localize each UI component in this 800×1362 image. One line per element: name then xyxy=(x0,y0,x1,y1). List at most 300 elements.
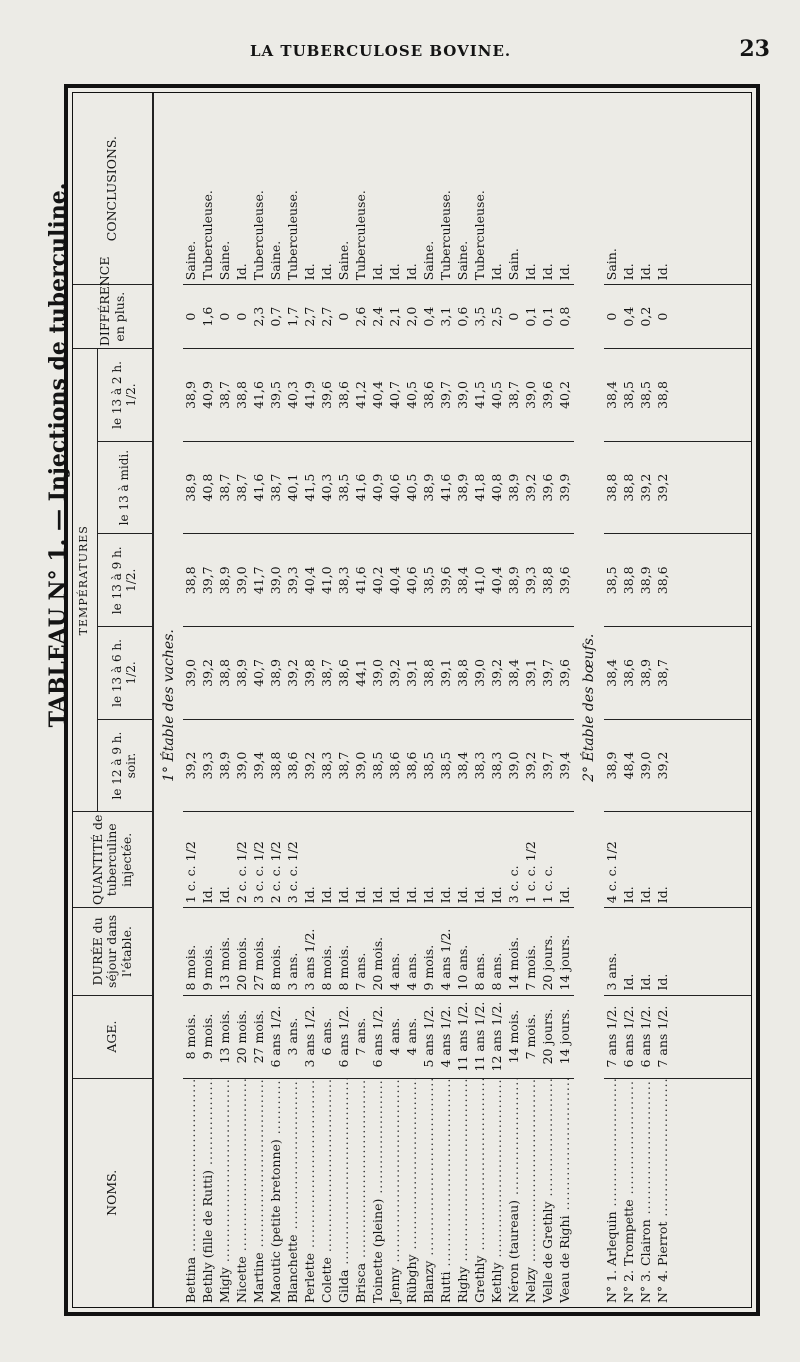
cell-quantity: Id. xyxy=(421,812,438,908)
animal-name: Nelzy ..... xyxy=(523,1078,538,1303)
cell-name xyxy=(638,1078,655,1307)
cell-t2: 38,6 xyxy=(621,627,638,720)
cell-conclusion: Id. xyxy=(489,93,506,285)
table-row xyxy=(251,93,268,1307)
cell-t1: 38,7 xyxy=(336,719,353,812)
table-row xyxy=(621,93,638,1307)
cell-difference: 0 xyxy=(234,285,251,349)
cell-t5: 40,7 xyxy=(387,349,404,442)
cell-difference: 0,8 xyxy=(557,285,574,349)
cell-difference: 0,1 xyxy=(523,285,540,349)
cell-duration: 14 jours. xyxy=(557,908,574,995)
cell-age: 20 mois. xyxy=(234,995,251,1078)
cell-duration: 8 mois. xyxy=(319,908,336,995)
cell-t1: 39,0 xyxy=(638,719,655,812)
cell-age: 4 ans 1/2. xyxy=(438,995,455,1078)
cell-difference: 0 xyxy=(506,285,523,349)
cell-name xyxy=(421,1078,438,1307)
cell-name xyxy=(557,1078,574,1307)
cell-t2: 39,6 xyxy=(557,627,574,720)
cell-t1: 38,5 xyxy=(370,719,387,812)
table-row xyxy=(387,93,404,1307)
table-row xyxy=(557,93,574,1307)
cell-age: 14 mois. xyxy=(506,995,523,1078)
cell-duration: Id. xyxy=(638,908,655,995)
cell-difference: 0 xyxy=(336,285,353,349)
cell-name xyxy=(319,1078,336,1307)
cell-t2: 38,7 xyxy=(655,627,672,720)
animal-name: Blanchette ..... xyxy=(285,1078,300,1303)
section-row xyxy=(574,93,604,1307)
cell-difference: 0,6 xyxy=(455,285,472,349)
cell-name xyxy=(387,1078,404,1307)
cell-age: 3 ans 1/2. xyxy=(302,995,319,1078)
cell-name xyxy=(285,1078,302,1307)
cell-duration: 20 mois. xyxy=(370,908,387,995)
animal-name: N° 2. Trompette ..... xyxy=(621,1078,636,1303)
cell-t1: 38,5 xyxy=(438,719,455,812)
cell-t1: 38,3 xyxy=(472,719,489,812)
col-header-conclusions: CONCLUSIONS. xyxy=(73,93,153,285)
cell-conclusion: Id. xyxy=(370,93,387,285)
cell-conclusion: Id. xyxy=(302,93,319,285)
cell-name xyxy=(523,1078,540,1307)
cell-t2: 39,1 xyxy=(438,627,455,720)
cell-age: 6 ans 1/2. xyxy=(336,995,353,1078)
cell-difference: 0 xyxy=(183,285,200,349)
cell-conclusion: Tuberculeuse. xyxy=(353,93,370,285)
section-spacer xyxy=(153,812,183,1307)
cell-duration: 27 mois. xyxy=(251,908,268,995)
cell-t4: 38,5 xyxy=(336,441,353,534)
cell-duration: 8 ans. xyxy=(489,908,506,995)
col-header-age: AGE. xyxy=(73,995,153,1078)
cell-t5: 40,9 xyxy=(200,349,217,442)
filler-cell xyxy=(672,627,751,720)
cell-t4: 40,8 xyxy=(200,441,217,534)
cell-t5: 39,6 xyxy=(319,349,336,442)
cell-t1: 38,6 xyxy=(404,719,421,812)
cell-t3: 39,0 xyxy=(234,534,251,627)
animal-name: Rutti ..... xyxy=(438,1078,453,1303)
cell-t5: 38,8 xyxy=(234,349,251,442)
table-frame xyxy=(64,84,760,1316)
animal-name: Brisca ..... xyxy=(353,1078,368,1303)
filler-cell xyxy=(672,995,751,1078)
cell-name xyxy=(302,1078,319,1307)
cell-duration: Id. xyxy=(655,908,672,995)
cell-name xyxy=(200,1078,217,1307)
cell-quantity: Id. xyxy=(472,812,489,908)
cell-t2: 38,4 xyxy=(604,627,621,720)
cell-duration: 8 ans. xyxy=(472,908,489,995)
animal-name: Righy ..... xyxy=(455,1078,470,1303)
cell-conclusion: Sain. xyxy=(604,93,621,285)
cell-t3: 38,5 xyxy=(604,534,621,627)
animal-name: Maoutic (petite bretonne) ..... xyxy=(268,1078,283,1303)
cell-duration: 9 mois. xyxy=(200,908,217,995)
cell-name xyxy=(251,1078,268,1307)
table-row xyxy=(455,93,472,1307)
cell-quantity: 2 c. c. 1/2 xyxy=(234,812,251,908)
cell-t5: 40,4 xyxy=(370,349,387,442)
cell-t5: 38,6 xyxy=(421,349,438,442)
table-row xyxy=(523,93,540,1307)
cell-t3: 38,9 xyxy=(638,534,655,627)
animal-name: Bethly (fille de Rutti) ..... xyxy=(200,1078,215,1303)
cell-conclusion: Sain. xyxy=(506,93,523,285)
filler-cell xyxy=(672,908,751,995)
cell-duration: 3 ans. xyxy=(604,908,621,995)
cell-t5: 41,5 xyxy=(472,349,489,442)
cell-age: 11 ans 1/2. xyxy=(472,995,489,1078)
cell-conclusion: Id. xyxy=(638,93,655,285)
cell-name xyxy=(336,1078,353,1307)
cell-t4: 41,8 xyxy=(472,441,489,534)
cell-difference: 0,4 xyxy=(621,285,638,349)
cell-t5: 38,5 xyxy=(638,349,655,442)
table-row xyxy=(438,93,455,1307)
cell-duration: 8 mois. xyxy=(336,908,353,995)
cell-conclusion: Id. xyxy=(621,93,638,285)
cell-conclusion: Saine. xyxy=(421,93,438,285)
cell-conclusion: Tuberculeuse. xyxy=(200,93,217,285)
col-header-t1: le 12 à 9 h. soir. xyxy=(97,719,153,812)
cell-t1: 38,3 xyxy=(319,719,336,812)
col-header-t2: le 13 à 6 h. 1/2. xyxy=(97,627,153,720)
cell-t4: 41,5 xyxy=(302,441,319,534)
cell-name xyxy=(604,1078,621,1307)
cell-age: 7 ans. xyxy=(353,995,370,1078)
cell-t5: 41,2 xyxy=(353,349,370,442)
cell-t1: 38,6 xyxy=(285,719,302,812)
animal-name: N° 3. Clairon ..... xyxy=(638,1078,653,1303)
table-row xyxy=(217,93,234,1307)
cell-duration: 8 mois. xyxy=(268,908,285,995)
cell-duration: Id. xyxy=(621,908,638,995)
cell-age: 6 ans 1/2. xyxy=(268,995,285,1078)
cell-age: 13 mois. xyxy=(217,995,234,1078)
cell-quantity: 1 c. c. xyxy=(540,812,557,908)
cell-name xyxy=(540,1078,557,1307)
cell-t4: 40,8 xyxy=(489,441,506,534)
filler-row xyxy=(672,93,751,1307)
cell-quantity: 3 c. c. xyxy=(506,812,523,908)
cell-t5: 41,6 xyxy=(251,349,268,442)
cell-t4: 39,9 xyxy=(557,441,574,534)
cell-t5: 40,3 xyxy=(285,349,302,442)
cell-conclusion: Tuberculeuse. xyxy=(472,93,489,285)
cell-difference: 2,1 xyxy=(387,285,404,349)
col-header-duration: DURÉE du séjour dans l'étable. xyxy=(73,908,153,995)
animal-name: Velle de Grethly ..... xyxy=(540,1078,555,1303)
section-row xyxy=(153,93,183,1307)
cell-name xyxy=(506,1078,523,1307)
cell-duration: 9 mois. xyxy=(421,908,438,995)
cell-difference: 2,0 xyxy=(404,285,421,349)
table-row xyxy=(336,93,353,1307)
cell-quantity: Id. xyxy=(370,812,387,908)
cell-t4: 38,7 xyxy=(268,441,285,534)
animal-name: Martine ..... xyxy=(251,1078,266,1303)
cell-difference: 0,4 xyxy=(421,285,438,349)
cell-difference: 0,2 xyxy=(638,285,655,349)
animal-name: Grethly ..... xyxy=(472,1078,487,1303)
section-label: 2° Étable des bœufs. xyxy=(581,633,597,782)
cell-t3: 38,6 xyxy=(655,534,672,627)
cell-t4: 38,9 xyxy=(421,441,438,534)
cell-t4: 39,2 xyxy=(638,441,655,534)
cell-conclusion: Id. xyxy=(387,93,404,285)
cell-t5: 39,0 xyxy=(455,349,472,442)
cell-conclusion: Id. xyxy=(540,93,557,285)
cell-age: 6 ans 1/2. xyxy=(370,995,387,1078)
cell-t3: 38,9 xyxy=(506,534,523,627)
cell-difference: 0,1 xyxy=(540,285,557,349)
animal-name: Bettina ..... xyxy=(183,1078,198,1303)
table-row xyxy=(268,93,285,1307)
cell-conclusion: Id. xyxy=(234,93,251,285)
cell-t2: 38,8 xyxy=(217,627,234,720)
cell-age: 12 ans 1/2. xyxy=(489,995,506,1078)
animal-name: Colette ..... xyxy=(319,1078,334,1303)
table-row xyxy=(404,93,421,1307)
cell-quantity: Id. xyxy=(336,812,353,908)
table-row xyxy=(319,93,336,1307)
cell-duration: 20 mois. xyxy=(234,908,251,995)
cell-t3: 40,4 xyxy=(387,534,404,627)
table-row xyxy=(472,93,489,1307)
table-row xyxy=(285,93,302,1307)
filler-cell xyxy=(672,349,751,442)
cell-age: 4 ans. xyxy=(387,995,404,1078)
cell-t4: 38,9 xyxy=(455,441,472,534)
cell-t3: 40,2 xyxy=(370,534,387,627)
filler-cell xyxy=(672,441,751,534)
cell-t3: 38,4 xyxy=(455,534,472,627)
cell-conclusion: Id. xyxy=(404,93,421,285)
cell-t3: 41,7 xyxy=(251,534,268,627)
cell-age: 7 ans 1/2. xyxy=(604,995,621,1078)
cell-t2: 39,0 xyxy=(472,627,489,720)
cell-t4: 38,7 xyxy=(217,441,234,534)
cell-t3: 38,9 xyxy=(217,534,234,627)
filler-cell xyxy=(672,812,751,908)
col-header-names: NOMS. xyxy=(73,1078,153,1307)
cell-difference: 2,3 xyxy=(251,285,268,349)
cell-t4: 39,2 xyxy=(655,441,672,534)
cell-t2: 38,9 xyxy=(638,627,655,720)
cell-difference: 2,4 xyxy=(370,285,387,349)
table-row xyxy=(506,93,523,1307)
cell-t3: 38,3 xyxy=(336,534,353,627)
cell-t2: 39,2 xyxy=(200,627,217,720)
cell-t5: 40,2 xyxy=(557,349,574,442)
cell-t4: 40,3 xyxy=(319,441,336,534)
cell-name xyxy=(370,1078,387,1307)
animal-name: Néron (taureau) ..... xyxy=(506,1078,521,1303)
cell-name xyxy=(268,1078,285,1307)
cell-age: 6 ans 1/2. xyxy=(621,995,638,1078)
table-row xyxy=(183,93,200,1307)
cell-name xyxy=(183,1078,200,1307)
cell-quantity: 1 c. c. 1/2 xyxy=(523,812,540,908)
cell-t5: 38,7 xyxy=(217,349,234,442)
running-title: LA TUBERCULOSE BOVINE. xyxy=(250,42,512,60)
cell-t1: 39,2 xyxy=(655,719,672,812)
table-row xyxy=(638,93,655,1307)
cell-t3: 38,5 xyxy=(421,534,438,627)
section-label: 1° Étable des vaches. xyxy=(160,629,177,782)
cell-t5: 38,4 xyxy=(604,349,621,442)
cell-t4: 40,9 xyxy=(370,441,387,534)
cell-t3: 40,6 xyxy=(404,534,421,627)
filler-cell xyxy=(672,285,751,349)
cell-difference: 0 xyxy=(604,285,621,349)
cell-t4: 38,8 xyxy=(621,441,638,534)
table-row xyxy=(604,93,621,1307)
cell-duration: 3 ans. xyxy=(285,908,302,995)
cell-t3: 39,7 xyxy=(200,534,217,627)
cell-t1: 39,3 xyxy=(200,719,217,812)
cell-difference: 2,7 xyxy=(319,285,336,349)
col-header-t3: le 13 à 9 h. 1/2. xyxy=(97,534,153,627)
cell-age: 4 ans. xyxy=(404,995,421,1078)
cell-t4: 41,6 xyxy=(353,441,370,534)
animal-name: Jenny ..... xyxy=(387,1078,402,1303)
cell-name xyxy=(455,1078,472,1307)
cell-t1: 39,2 xyxy=(302,719,319,812)
cell-conclusion: Tuberculeuse. xyxy=(251,93,268,285)
cell-t5: 38,9 xyxy=(183,349,200,442)
cell-duration: 8 mois. xyxy=(183,908,200,995)
cell-t2: 39,0 xyxy=(183,627,200,720)
cell-t2: 39,1 xyxy=(523,627,540,720)
filler-cell xyxy=(672,534,751,627)
cell-name xyxy=(472,1078,489,1307)
cell-t1: 48,4 xyxy=(621,719,638,812)
animal-name: Gilda ..... xyxy=(336,1078,351,1303)
cell-t2: 39,8 xyxy=(302,627,319,720)
cell-conclusion: Tuberculeuse. xyxy=(285,93,302,285)
cell-t3: 41,0 xyxy=(319,534,336,627)
cell-conclusion: Saine. xyxy=(183,93,200,285)
cell-t1: 39,0 xyxy=(353,719,370,812)
cell-t4: 41,6 xyxy=(251,441,268,534)
cell-t3: 39,6 xyxy=(438,534,455,627)
cell-t2: 44,1 xyxy=(353,627,370,720)
cell-t1: 39,2 xyxy=(523,719,540,812)
cell-quantity: Id. xyxy=(557,812,574,908)
cell-t2: 38,8 xyxy=(421,627,438,720)
cell-quantity: Id. xyxy=(489,812,506,908)
cell-age: 7 ans 1/2. xyxy=(655,995,672,1078)
cell-t5: 39,7 xyxy=(438,349,455,442)
cell-quantity: 3 c. c. 1/2 xyxy=(251,812,268,908)
cell-age: 11 ans 1/2. xyxy=(455,995,472,1078)
cell-conclusion: Id. xyxy=(557,93,574,285)
cell-t5: 39,6 xyxy=(540,349,557,442)
cell-conclusion: Tuberculeuse. xyxy=(438,93,455,285)
cell-t5: 38,6 xyxy=(336,349,353,442)
cell-t1: 38,8 xyxy=(268,719,285,812)
cell-t3: 38,8 xyxy=(540,534,557,627)
cell-t4: 40,1 xyxy=(285,441,302,534)
animal-name: N° 1. Arlequin ..... xyxy=(604,1078,619,1303)
cell-t2: 38,8 xyxy=(455,627,472,720)
cell-t2: 39,2 xyxy=(285,627,302,720)
cell-conclusion: Id. xyxy=(523,93,540,285)
cell-age: 27 mois. xyxy=(251,995,268,1078)
cell-t3: 39,0 xyxy=(268,534,285,627)
cell-name xyxy=(234,1078,251,1307)
cell-t2: 39,2 xyxy=(489,627,506,720)
cell-duration: 7 ans. xyxy=(353,908,370,995)
cell-conclusion: Saine. xyxy=(268,93,285,285)
cell-difference: 2,7 xyxy=(302,285,319,349)
cell-t4: 38,7 xyxy=(234,441,251,534)
cell-t5: 39,0 xyxy=(523,349,540,442)
col-header-temperatures: TEMPÉRATURES xyxy=(73,349,97,812)
cell-difference: 1,7 xyxy=(285,285,302,349)
section-spacer xyxy=(574,812,604,1307)
table-title: TABLEAU N° 1. — Injections de tuberculine. xyxy=(45,182,71,728)
cell-quantity: Id. xyxy=(404,812,421,908)
cell-name xyxy=(655,1078,672,1307)
filler-cell xyxy=(672,719,751,812)
cell-name xyxy=(438,1078,455,1307)
cell-quantity: Id. xyxy=(455,812,472,908)
cell-conclusion: Id. xyxy=(655,93,672,285)
cell-conclusion: Id. xyxy=(319,93,336,285)
cell-quantity: Id. xyxy=(217,812,234,908)
cell-t5: 38,5 xyxy=(621,349,638,442)
cell-t5: 41,9 xyxy=(302,349,319,442)
cell-duration: 14 mois. xyxy=(506,908,523,995)
cell-duration: 4 ans. xyxy=(404,908,421,995)
cell-t1: 39,4 xyxy=(557,719,574,812)
cell-quantity: 2 c. c. 1/2 xyxy=(268,812,285,908)
cell-t4: 39,6 xyxy=(540,441,557,534)
cell-name xyxy=(621,1078,638,1307)
cell-name xyxy=(489,1078,506,1307)
table-row xyxy=(353,93,370,1307)
cell-t2: 38,7 xyxy=(319,627,336,720)
cell-t3: 39,6 xyxy=(557,534,574,627)
col-header-difference: DIFFÉRENCE en plus. xyxy=(73,285,153,349)
cell-t5: 38,7 xyxy=(506,349,523,442)
animal-name: Perlette ..... xyxy=(302,1078,317,1303)
animal-name: Kethly ..... xyxy=(489,1078,504,1303)
cell-t2: 38,9 xyxy=(234,627,251,720)
cell-t4: 40,5 xyxy=(404,441,421,534)
cell-t1: 39,0 xyxy=(506,719,523,812)
col-header-t5: le 13 à 2 h. 1/2. xyxy=(97,349,153,442)
table-row xyxy=(234,93,251,1307)
table-row xyxy=(200,93,217,1307)
cell-t3: 38,8 xyxy=(183,534,200,627)
rotated-table-container xyxy=(73,93,751,1307)
animal-name: Nicette ..... xyxy=(234,1078,249,1303)
cell-age: 20 jours. xyxy=(540,995,557,1078)
cell-t5: 40,5 xyxy=(404,349,421,442)
cell-duration: 13 mois. xyxy=(217,908,234,995)
cell-t2: 40,7 xyxy=(251,627,268,720)
table-frame-inner xyxy=(72,92,752,1308)
table-row xyxy=(540,93,557,1307)
cell-age: 9 mois. xyxy=(200,995,217,1078)
cell-t4: 39,2 xyxy=(523,441,540,534)
